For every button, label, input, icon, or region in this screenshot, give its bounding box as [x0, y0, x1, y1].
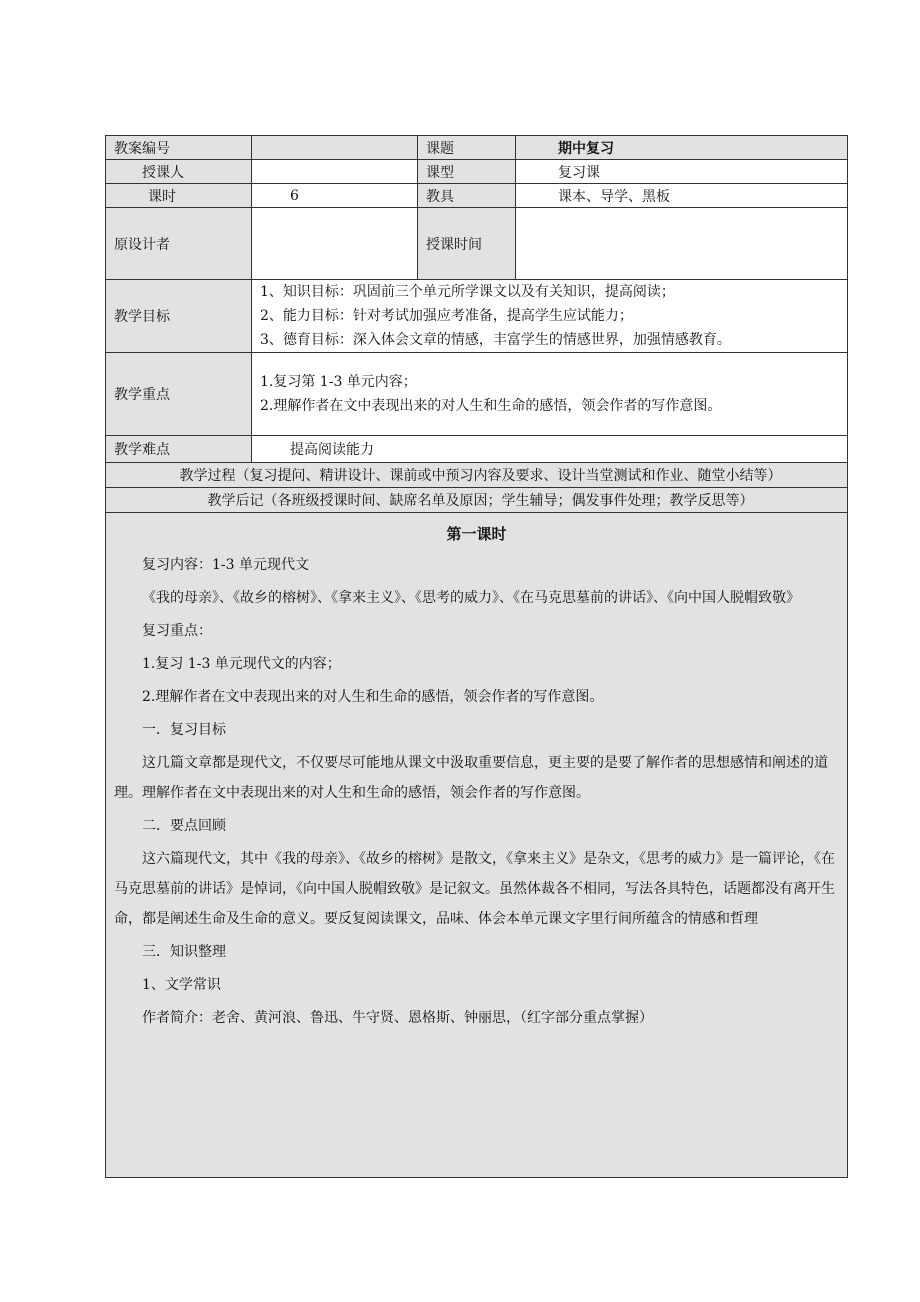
teacher-value — [252, 160, 418, 184]
row-designer — [106, 208, 848, 280]
section-heading: 一．复习目标 — [142, 722, 226, 738]
author-intro: 作者简介：老舍、黄河浪、鲁迅、牛守贤、恩格斯、钟丽思，（红字部分重点掌握） — [142, 1010, 653, 1026]
lesson-plan-sheet — [105, 135, 847, 1178]
teacher-label: 授课人 — [106, 160, 252, 184]
topic-label: 课题 — [418, 136, 516, 160]
type-value: 复习课 — [516, 160, 848, 184]
goal-line: 1、知识目标：巩固前三个单元所学课文以及有关知识，提高阅读； — [260, 284, 675, 300]
row-lesson-body — [106, 513, 848, 1178]
row-plan-number — [106, 136, 848, 160]
row-difficulty — [106, 436, 848, 463]
plan-number-value — [252, 136, 418, 160]
teaching-goals-label: 教学目标 — [106, 280, 252, 353]
review-focus-heading: 复习重点： — [142, 623, 212, 639]
row-key-points — [106, 353, 848, 436]
row-hours — [106, 184, 848, 208]
topic-value — [516, 136, 848, 160]
row-notes-header — [106, 488, 848, 513]
review-focus-item: 2.理解作者在文中表现出来的对人生和生命的感悟，领会作者的写作意图。 — [142, 689, 604, 705]
row-teacher — [106, 160, 848, 184]
review-content: 复习内容：1-3 单元现代文 — [142, 557, 309, 573]
tools-value: 课本、导学、黑板 — [516, 184, 848, 208]
row-process-header — [106, 463, 848, 488]
section-paragraph: 这几篇文章都是现代文，不仅要尽可能地从课文中汲取重要信息，更主要的是要了解作者的思想感情和阐述的道理。理解作者在文中表现出来的对人生和生命的感悟，领会作者的写作意图。 — [114, 755, 828, 801]
teaching-time-label: 授课时间 — [418, 208, 516, 280]
review-focus-item: 1.复习 1-3 单元现代文的内容； — [142, 656, 341, 672]
article-list: 《我的母亲》、《故乡的榕树》、《拿来主义》、《思考的威力》、《在马克思墓前的讲话》、《向中国人脱帽致敬》 — [142, 590, 800, 606]
lesson-title: 第一课时 — [446, 525, 507, 543]
teaching-time-value — [516, 208, 848, 280]
section-heading: 三．知识整理 — [142, 944, 226, 960]
goal-line: 2、能力目标：针对考试加强应考准备，提高学生应试能力； — [260, 308, 633, 324]
difficulty-value: 提高阅读能力 — [252, 436, 848, 463]
notes-header: 教学后记（各班级授课时间、缺席名单及原因；学生辅导；偶发事件处理；教学反思等） — [106, 488, 848, 513]
designer-label: 原设计者 — [106, 208, 252, 280]
section-paragraph: 这六篇现代文，其中《我的母亲》、《故乡的榕树》是散文，《拿来主义》是杂文，《思考的威力》是一篇评论，《在马克思墓前的讲话》是悼词，《向中国人脱帽致敬》是记叙文。虽然体裁各不相同，写法各具特色，话题都没有离开生命，都是阐述生命及生命的意义。要反复阅读课文，品味、体会本单元课文字里行间所蕴含的情感和哲理 — [114, 851, 835, 927]
row-teaching-goals — [106, 280, 848, 353]
key-points-label: 教学重点 — [106, 353, 252, 436]
key-points-content — [252, 353, 848, 436]
section-heading: 二．要点回顾 — [142, 818, 226, 834]
key-point-line: 2.理解作者在文中表现出来的对人生和生命的感悟，领会作者的写作意图。 — [260, 398, 722, 414]
sub-heading: 1、文学常识 — [142, 977, 221, 993]
process-header: 教学过程（复习提问、精讲设计、课前或中预习内容及要求、设计当堂测试和作业、随堂小结等） — [106, 463, 848, 488]
goal-line: 3、德育目标：深入体会文章的情感，丰富学生的情感世界，加强情感教育。 — [260, 332, 731, 348]
type-label: 课型 — [418, 160, 516, 184]
lesson-body — [106, 513, 848, 1178]
topic-value-text: 期中复习 — [558, 140, 614, 157]
key-point-line: 1.复习第 1-3 单元内容； — [260, 374, 417, 390]
plan-number-label: 教案编号 — [106, 136, 252, 160]
hours-label: 课时 — [106, 184, 252, 208]
hours-value: 6 — [252, 184, 418, 208]
lesson-plan-table — [105, 135, 848, 1178]
designer-value — [252, 208, 418, 280]
tools-label: 教具 — [418, 184, 516, 208]
teaching-goals-content — [252, 280, 848, 353]
difficulty-label: 教学难点 — [106, 436, 252, 463]
